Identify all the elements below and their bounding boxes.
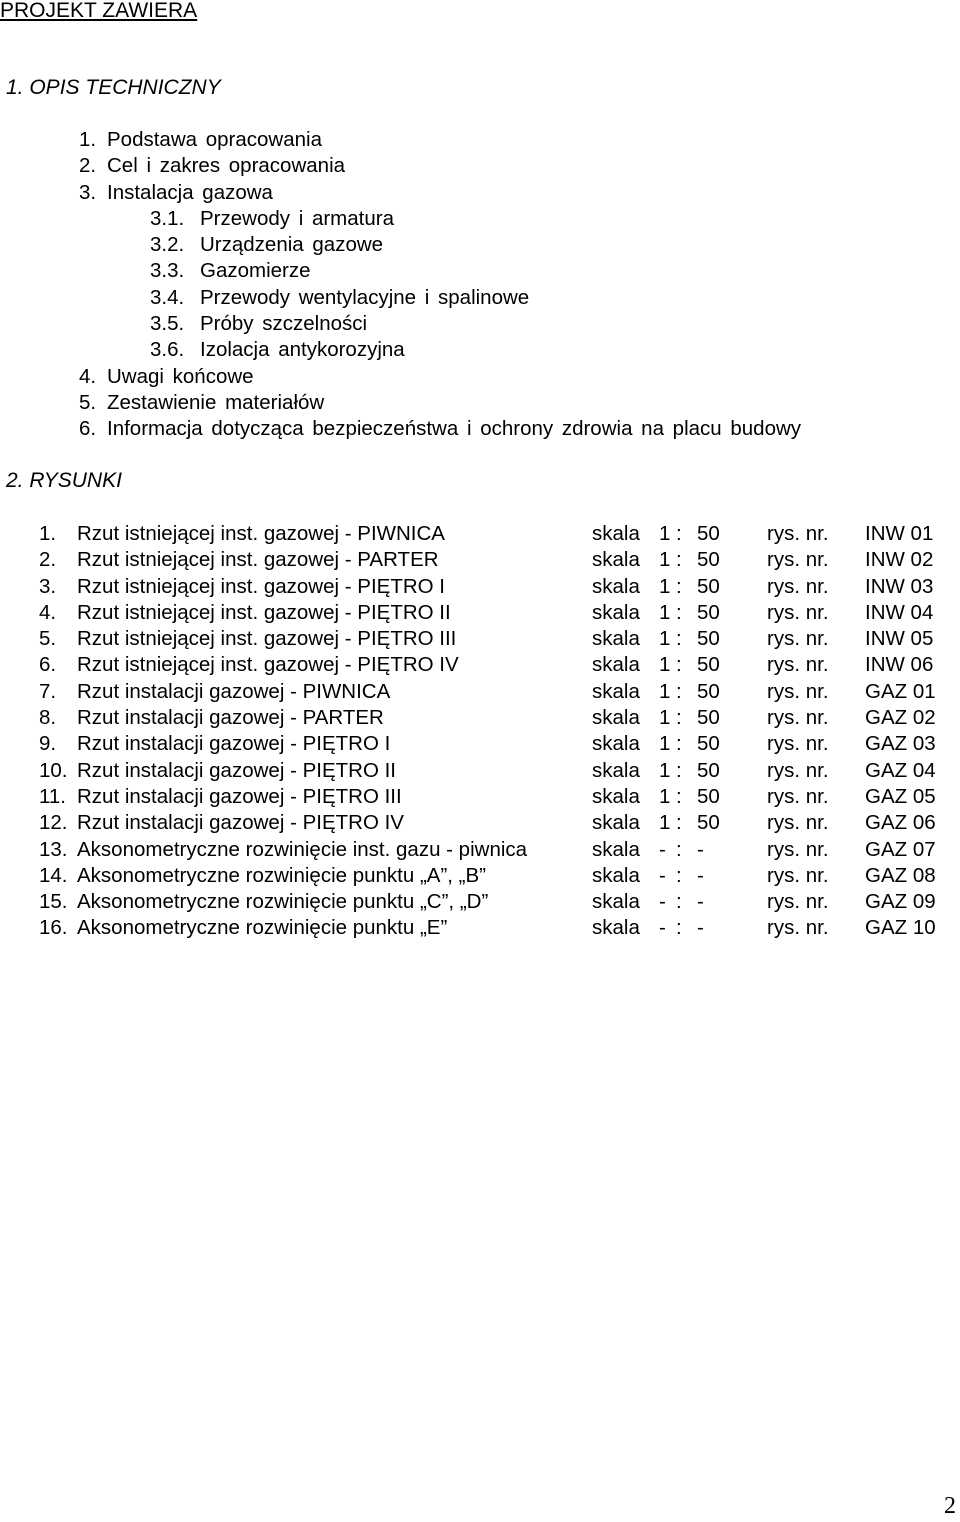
drawing-code: GAZ 01 — [865, 679, 936, 703]
drawing-code: GAZ 05 — [865, 784, 936, 808]
drawing-scale-left: 1 — [659, 811, 671, 835]
drawing-scale-right: 50 — [697, 784, 720, 808]
list-item-number: 3.5. — [150, 312, 185, 336]
drawing-code: INW 03 — [865, 574, 934, 598]
list-item-number: 3. — [79, 180, 97, 204]
drawing-scale-right: 50 — [697, 600, 720, 624]
section-heading-rysunki: 2. RYSUNKI — [6, 469, 122, 492]
drawing-scale-label: skala — [592, 653, 640, 677]
drawing-title: Rzut istniejącej inst. gazowej - PIĘTRO III — [77, 627, 457, 651]
list-item-label: Cel i zakres opracowania — [107, 154, 346, 178]
drawing-number-label: rys. nr. — [767, 811, 829, 835]
drawing-number: 2. — [39, 548, 57, 572]
table-row — [0, 679, 960, 705]
list-item-number: 6. — [79, 417, 97, 441]
list-item-number: 5. — [79, 390, 97, 414]
list-item-number: 4. — [79, 364, 97, 388]
drawing-scale-right: 50 — [697, 758, 720, 782]
drawing-number-label: rys. nr. — [767, 574, 829, 598]
drawing-scale-separator: : — [676, 653, 682, 677]
drawing-title: Rzut instalacji gazowej - PIĘTRO I — [77, 732, 391, 756]
drawing-title: Aksonometryczne rozwinięcie punktu „A”, „B” — [77, 863, 487, 887]
drawing-number: 13. — [39, 837, 68, 861]
drawing-title: Rzut instalacji gazowej - PIĘTRO IV — [77, 811, 404, 835]
drawing-number: 3. — [39, 574, 57, 598]
drawing-number: 6. — [39, 653, 57, 677]
table-row — [0, 889, 960, 915]
drawing-code: GAZ 10 — [865, 916, 936, 940]
table-row — [0, 600, 960, 626]
drawing-number: 1. — [39, 522, 57, 545]
drawing-number: 7. — [39, 679, 57, 703]
drawing-scale-right: 50 — [697, 653, 720, 677]
table-row — [0, 521, 960, 547]
drawing-scale-left: 1 — [659, 574, 671, 598]
drawing-scale-separator: : — [676, 548, 682, 572]
drawing-code: INW 01 — [865, 522, 934, 545]
drawing-scale-left: 1 — [659, 522, 671, 545]
list-item-label: Informacja dotycząca bezpieczeństwa i ochrony zdrowia na placu budowy — [107, 417, 802, 441]
drawing-title: Aksonometryczne rozwinięcie punktu „E” — [77, 916, 448, 940]
drawing-title: Rzut istniejącej inst. gazowej - PIĘTRO I — [77, 574, 445, 598]
drawing-scale-right: 50 — [697, 679, 720, 703]
drawing-scale-left: 1 — [659, 653, 671, 677]
drawing-scale-left: 1 — [659, 679, 671, 703]
drawings-list — [0, 521, 960, 942]
drawing-number-label: rys. nr. — [767, 916, 829, 940]
drawing-scale-separator: : — [676, 732, 682, 756]
drawing-code: INW 04 — [865, 600, 934, 624]
drawing-scale-left: 1 — [659, 627, 671, 651]
drawing-scale-left: - — [659, 890, 666, 914]
drawing-scale-right: 50 — [697, 811, 720, 835]
drawing-scale-left: 1 — [659, 600, 671, 624]
drawing-scale-separator: : — [676, 600, 682, 624]
drawing-number: 15. — [39, 890, 68, 914]
drawing-scale-label: skala — [592, 916, 640, 940]
drawing-scale-label: skala — [592, 706, 640, 730]
drawing-scale-separator: : — [676, 863, 682, 887]
table-row — [0, 863, 960, 889]
drawing-scale-label: skala — [592, 811, 640, 835]
drawing-code: GAZ 08 — [865, 863, 936, 887]
table-row — [0, 784, 960, 810]
drawing-scale-label: skala — [592, 548, 640, 572]
list-item-label: Gazomierze — [200, 259, 311, 283]
table-row — [0, 574, 960, 600]
list-item-number: 2. — [79, 154, 97, 178]
table-row — [0, 758, 960, 784]
drawing-scale-left: - — [659, 863, 666, 887]
drawing-number-label: rys. nr. — [767, 653, 829, 677]
drawing-title: Rzut instalacji gazowej - PARTER — [77, 706, 384, 730]
list-item-number: 3.1. — [150, 206, 185, 230]
list-item-number: 3.4. — [150, 285, 185, 309]
drawing-scale-separator: : — [676, 706, 682, 730]
drawing-title: Rzut istniejącej inst. gazowej - PARTER — [77, 548, 439, 572]
drawing-scale-label: skala — [592, 574, 640, 598]
drawing-number-label: rys. nr. — [767, 679, 829, 703]
table-row — [0, 652, 960, 678]
drawing-scale-label: skala — [592, 837, 640, 861]
drawing-scale-left: 1 — [659, 784, 671, 808]
page-number: 2 — [944, 1493, 956, 1519]
drawing-scale-separator: : — [676, 837, 682, 861]
drawing-scale-label: skala — [592, 600, 640, 624]
drawing-scale-left: 1 — [659, 548, 671, 572]
drawing-title: Aksonometryczne rozwinięcie inst. gazu - piwnica — [77, 837, 528, 861]
drawing-number: 16. — [39, 916, 68, 940]
drawing-scale-separator: : — [676, 811, 682, 835]
drawing-number: 8. — [39, 706, 57, 730]
drawing-number: 9. — [39, 732, 57, 756]
drawing-number: 5. — [39, 627, 57, 651]
drawing-number-label: rys. nr. — [767, 600, 829, 624]
drawing-number-label: rys. nr. — [767, 758, 829, 782]
drawing-code: INW 05 — [865, 627, 934, 651]
drawing-number-label: rys. nr. — [767, 784, 829, 808]
list-item-label: Zestawienie materiałów — [107, 390, 325, 414]
drawing-number-label: rys. nr. — [767, 627, 829, 651]
list-item-label: Próby szczelności — [200, 312, 368, 336]
list-item-label: Przewody wentylacyjne i spalinowe — [200, 285, 530, 309]
drawing-scale-separator: : — [676, 679, 682, 703]
drawing-scale-left: - — [659, 837, 666, 861]
drawing-number-label: rys. nr. — [767, 522, 829, 545]
table-row — [0, 547, 960, 573]
drawing-scale-separator: : — [676, 522, 682, 545]
table-row — [0, 810, 960, 836]
drawing-scale-right: 50 — [697, 627, 720, 651]
list-item-label: Uwagi końcowe — [107, 364, 254, 388]
list-item-label: Izolacja antykorozyjna — [200, 338, 405, 362]
drawing-scale-separator: : — [676, 574, 682, 598]
drawing-code: GAZ 07 — [865, 837, 936, 861]
drawing-scale-label: skala — [592, 679, 640, 703]
drawing-scale-label: skala — [592, 863, 640, 887]
drawing-number: 12. — [39, 811, 68, 835]
page-title: PROJEKT ZAWIERA — [0, 0, 198, 22]
section-heading-opis-techniczny: 1. OPIS TECHNICZNY — [6, 76, 221, 99]
drawing-scale-separator: : — [676, 916, 682, 940]
drawing-scale-separator: : — [676, 627, 682, 651]
drawing-scale-right: 50 — [697, 732, 720, 756]
list-item-number: 1. — [79, 128, 97, 151]
drawing-scale-separator: : — [676, 758, 682, 782]
table-row — [0, 915, 960, 941]
drawing-title: Rzut istniejącej inst. gazowej - PIĘTRO II — [77, 600, 451, 624]
drawing-code: GAZ 09 — [865, 890, 936, 914]
drawing-scale-right: - — [697, 837, 704, 861]
drawing-scale-right: 50 — [697, 574, 720, 598]
drawing-number: 11. — [39, 784, 66, 808]
drawing-code: INW 02 — [865, 548, 934, 572]
drawing-number-label: rys. nr. — [767, 837, 829, 861]
drawing-title: Rzut instalacji gazowej - PIWNICA — [77, 679, 391, 703]
drawing-title: Aksonometryczne rozwinięcie punktu „C”, „D” — [77, 890, 489, 914]
drawing-scale-separator: : — [676, 784, 682, 808]
drawing-scale-label: skala — [592, 732, 640, 756]
drawing-title: Rzut istniejącej inst. gazowej - PIWNICA — [77, 522, 445, 545]
list-item-number: 3.6. — [150, 338, 185, 362]
drawing-scale-right: - — [697, 863, 704, 887]
drawing-title: Rzut instalacji gazowej - PIĘTRO II — [77, 758, 396, 782]
drawing-scale-left: 1 — [659, 706, 671, 730]
drawing-number-label: rys. nr. — [767, 706, 829, 730]
drawing-title: Rzut istniejącej inst. gazowej - PIĘTRO IV — [77, 653, 459, 677]
drawing-number: 10. — [39, 758, 68, 782]
drawing-code: GAZ 06 — [865, 811, 936, 835]
table-row — [0, 837, 960, 863]
drawing-scale-left: 1 — [659, 732, 671, 756]
drawing-scale-label: skala — [592, 784, 640, 808]
list-item-number: 3.2. — [150, 233, 185, 257]
list-item-label: Przewody i armatura — [200, 206, 394, 230]
drawing-title: Rzut instalacji gazowej - PIĘTRO III — [77, 784, 402, 808]
drawing-number: 4. — [39, 600, 57, 624]
drawing-code: INW 06 — [865, 653, 934, 677]
drawing-scale-right: - — [697, 916, 704, 940]
drawing-scale-right: 50 — [697, 706, 720, 730]
drawing-number-label: rys. nr. — [767, 890, 829, 914]
drawing-scale-label: skala — [592, 627, 640, 651]
list-item-label: Podstawa opracowania — [107, 128, 322, 151]
drawing-number: 14. — [39, 863, 68, 887]
drawing-number-label: rys. nr. — [767, 548, 829, 572]
drawing-number-label: rys. nr. — [767, 863, 829, 887]
drawing-scale-right: - — [697, 890, 704, 914]
drawing-scale-right: 50 — [697, 522, 720, 545]
drawing-code: GAZ 03 — [865, 732, 936, 756]
drawing-code: GAZ 02 — [865, 706, 936, 730]
table-row — [0, 731, 960, 757]
list-item-number: 3.3. — [150, 259, 185, 283]
drawing-scale-right: 50 — [697, 548, 720, 572]
drawing-scale-left: 1 — [659, 758, 671, 782]
drawing-code: GAZ 04 — [865, 758, 936, 782]
drawing-scale-label: skala — [592, 522, 640, 545]
drawing-number-label: rys. nr. — [767, 732, 829, 756]
drawing-scale-left: - — [659, 916, 666, 940]
drawing-scale-label: skala — [592, 890, 640, 914]
table-row — [0, 705, 960, 731]
drawing-scale-label: skala — [592, 758, 640, 782]
drawing-scale-separator: : — [676, 890, 682, 914]
table-row — [0, 626, 960, 652]
list-item-label: Instalacja gazowa — [107, 180, 273, 204]
list-item-label: Urządzenia gazowe — [200, 233, 384, 257]
